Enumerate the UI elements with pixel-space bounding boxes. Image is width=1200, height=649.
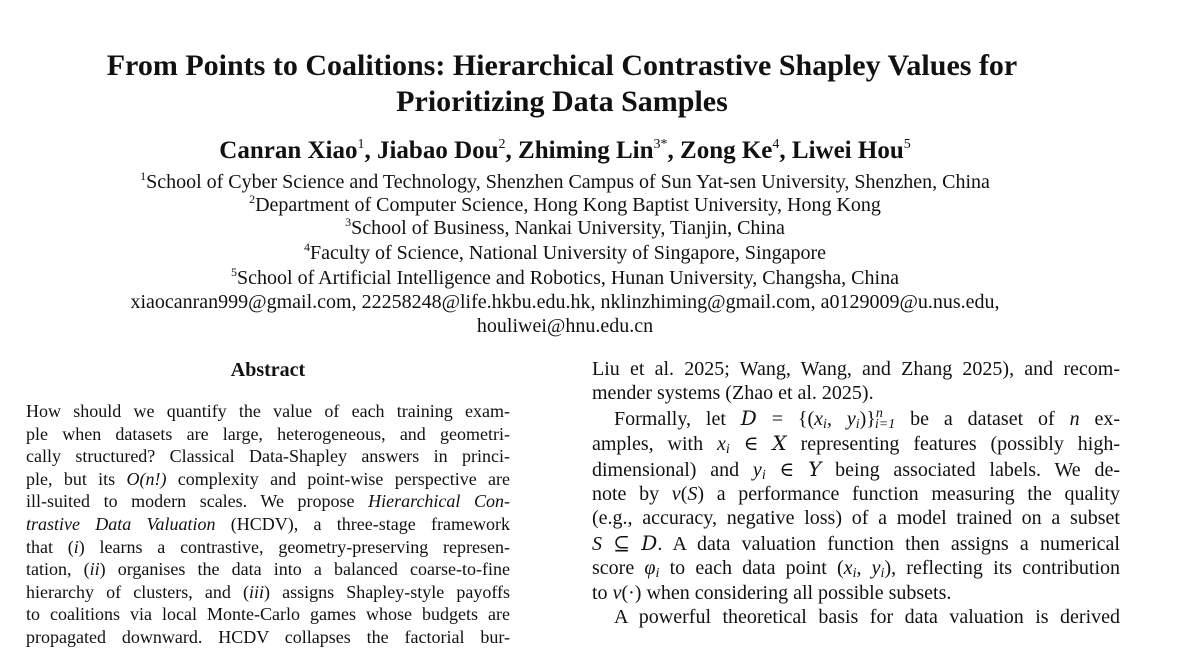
author-list — [0, 136, 1130, 166]
text-line: How should we quantify the value of each training exam- — [26, 401, 510, 421]
text-line: S ⊆ D. A data valuation function then assigns a numerical — [592, 530, 1120, 555]
title-line-1: From Points to Coalitions: Hierarchical Contrastive Shapley Values for — [106, 49, 1018, 82]
text-line: ple, but its O(n!) complexity and point-wise perspective are — [26, 468, 510, 489]
text-line: Liu et al. 2025; Wang, Wang, and Zhang 2025), and recom- — [592, 358, 1120, 380]
text-line: score $\varphi_i$ to each data point ($x_i$, $y_i$), reflecting its contribution — [592, 557, 1120, 582]
subset-math: S ⊆ D — [592, 530, 658, 555]
text-line: cally structured? Classical Data-Shapley answers in princi- — [26, 446, 510, 467]
text-line: ple when datasets are large, heterogeneous, and geometri- — [26, 423, 510, 444]
title-line-2: Prioritizing Data Samples — [396, 85, 728, 118]
text-line: A powerful theoretical basis for data valuation is derived — [614, 606, 1120, 629]
performance-math: v(S) — [671, 483, 705, 506]
complexity-math: O(n!) — [126, 468, 167, 489]
function-math: v(·) — [612, 581, 642, 604]
author: Zong Ke$^4$, — [680, 137, 792, 164]
text-line: (e.g., accuracy, negative loss) of a model trained on a subset — [592, 507, 1120, 530]
feature-math: $x_i$ ∈ X — [717, 431, 787, 458]
score-math: $\varphi_i$ — [644, 557, 660, 582]
text-line: to coalitions via local Monte-Carlo games whose budgets are — [26, 604, 510, 625]
text-line: trastive Data Valuation (HCDV), a three-stage framework — [26, 513, 510, 534]
text-line: Formally, let $D = \{(x_i$, $y_i)\}^n_{i=1}$ be a dataset of n ex- — [614, 405, 1120, 432]
author: Jiabao Dou$^2$, — [376, 137, 519, 164]
text-line: hierarchy of clusters, and (iii) assigns Shapley-style payoffs — [26, 581, 511, 602]
body-text — [592, 357, 1120, 629]
affiliation: $^5$School of Artificial Intelligence and Robotics, Hunan University, Changsha, China — [231, 265, 899, 289]
affiliation: $^4$Faculty of Science, National University of Singapore, Singapore — [304, 240, 826, 264]
text-line: that (i) learns a contrastive, geometry-preserving represen- — [26, 536, 510, 557]
author: Zhiming Lin$^{3*}$, — [518, 137, 681, 164]
text-line: tation, (ii) organises the data into a balanced coarse-to-fine — [26, 559, 510, 580]
text-line: mender systems (Zhao et al. 2025). — [592, 382, 874, 405]
paper-title — [0, 48, 1124, 120]
email-list: xiaocanran999@gmail.com, 22258248@life.hkbu.edu.hk, nklinzhiming@gmail.com, a0129009@u.nus.edu, — [130, 291, 1000, 313]
text-line: to v(·) when considering all possible subsets. — [592, 581, 952, 604]
abstract-text — [26, 400, 510, 649]
author: Canran Xiao$^1$, — [219, 137, 377, 164]
text-line: amples, with $x_i$ ∈ X representing features (possibly high- — [592, 431, 1120, 458]
dataset-math: $D = \{(x_i$, $y_i)\}^n_{i=1}$ — [740, 405, 896, 432]
text-line: propagated downward. HCDV collapses the factorial bur- — [26, 626, 510, 647]
point-math: ($x_i$, $y_i$) — [837, 557, 892, 582]
label-math: $y_i$ ∈ Y — [752, 456, 822, 483]
text-line: dimensional) and $y_i$ ∈ Y being associated labels. We de- — [592, 456, 1120, 483]
email-list: houliwei@hnu.edu.cn — [476, 315, 654, 337]
abstract-heading: Abstract — [230, 359, 306, 381]
author: Liwei Hou$^5$ — [791, 137, 911, 164]
text-line: ill-suited to modern scales. We propose Hierarchical Con- — [26, 491, 510, 512]
affiliation: $^2$Department of Computer Science, Hong Kong Baptist University, Hong Kong — [249, 192, 881, 216]
affiliation: $^3$School of Business, Nankai University, Tianjin, China — [345, 215, 785, 239]
text-line: note by v(S) a performance function measuring the quality — [592, 483, 1120, 506]
affiliation: $^1$School of Cyber Science and Technology, Shenzhen Campus of Sun Yat-sen University, Shenzhen, China — [140, 169, 990, 193]
